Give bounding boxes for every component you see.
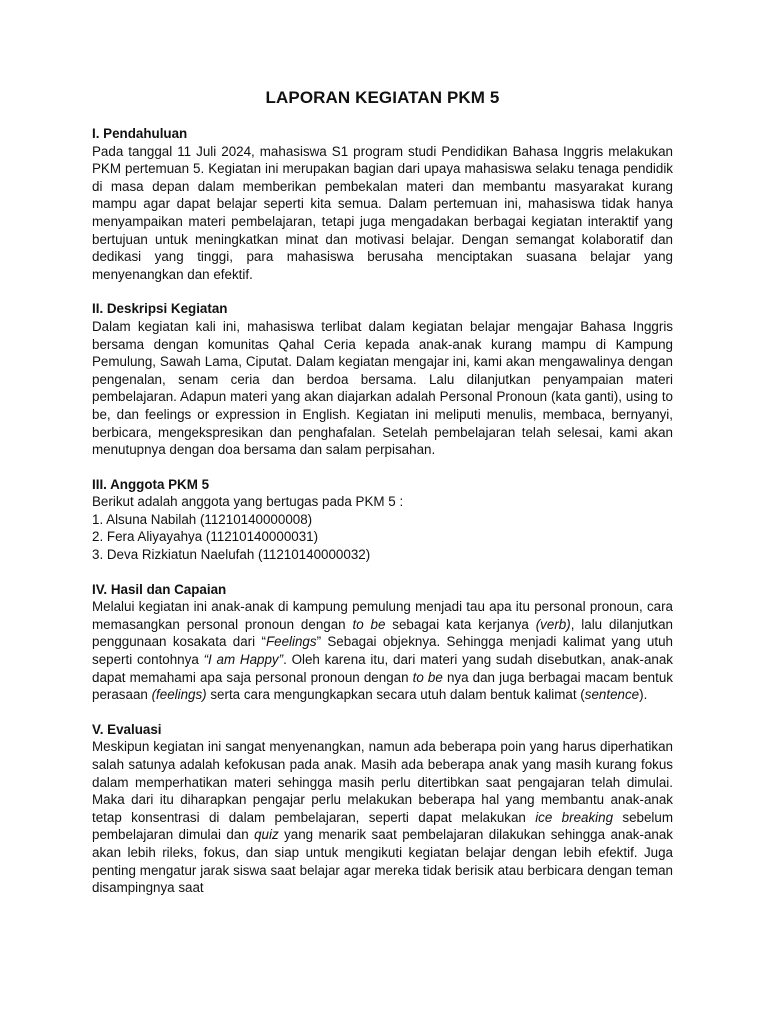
section-paragraph: Dalam kegiatan kali ini, mahasiswa terlibat dalam kegiatan belajar mengajar Bahasa Inggris bersama dengan komunitas Qahal Ceria kepada anak-anak kurang mampu di Kampung Pemulung, Sawah Lama, Ciputat. Dalam kegiatan mengajar ini, kami akan mengawalinya dengan pengenalan, senam ceria dan berdoa bersama. Lalu dilanjutkan penyampaian materi pembelajaran. Adapun materi yang akan diajarkan adalah Personal Pronoun (kata ganti), using to be, dan feelings or expression in English. Kegiatan ini meliputi menulis, membaca, bernyanyi, berbicara, mengekspresikan dan penghafalan. Setelah pembelajaran telah selesai, kami akan menutupnya dengan doa bersama dan salam perpisahan. — [92, 318, 673, 458]
section-anggota — [92, 476, 673, 564]
italic-term: sentence — [584, 687, 640, 703]
section-paragraph: Melalui kegiatan ini anak-anak di kampung pemulung menjadi tau apa itu personal pronoun, cara memasangkan personal pronoun dengan to be sebagai kata kerjanya (verb), lalu dilanjutkan penggunaan kosakata dari “Feelings” Sebagai objeknya. Sehingga menjadi kalimat yang utuh seperti contohnya “I am Happy”. Oleh karena itu, dari materi yang sudah disebutkan, anak-anak dapat memahami apa saja personal pronoun dengan to be nya dan juga berbagai macam bentuk perasaan (feelings) serta cara mengungkapkan secara utuh dalam bentuk kalimat (sentence). — [92, 599, 674, 703]
section-hasil-capaian — [92, 581, 673, 704]
section-paragraph: Pada tanggal 11 Juli 2024, mahasiswa S1 program studi Pendidikan Bahasa Inggris melakukan PKM pertemuan 5. Kegiatan ini merupakan bagian dari upaya mahasiswa selaku tenaga pendidik di masa depan dalam memberikan pembekalan materi dan membantu masyarakat kurang mampu agar dapat belajar seperti kita semua. Dalam pertemuan ini, mahasiswa tidak hanya menyampaikan materi pembelajaran, tetapi juga mengadakan berbagai kegiatan interaktif yang bertujuan untuk meningkatkan minat dan motivasi belajar. Dengan semangat kolaboratif dan dedikasi yang tinggi, para mahasiswa berusaha menciptakan suasana belajar yang menyenangkan dan efektif. — [92, 143, 673, 282]
section-heading: IV. Hasil dan Capaian — [92, 581, 227, 597]
italic-term: ice breaking — [535, 809, 614, 825]
section-deskripsi-kegiatan — [92, 300, 673, 458]
section-heading: II. Deskripsi Kegiatan — [92, 301, 228, 317]
section-evaluasi — [92, 721, 673, 897]
member-item: 1. Alsuna Nabilah (11210140000008) — [92, 511, 313, 527]
italic-term: Feelings — [265, 634, 317, 650]
member-item: 3. Deva Rizkiatun Naelufah (11210140000032) — [92, 547, 371, 563]
section-pendahuluan — [92, 125, 673, 283]
member-list — [92, 511, 673, 564]
section-paragraph: Meskipun kegiatan ini sangat menyenangkan, namun ada beberapa poin yang harus diperhatikan salah satunya adalah kefokusan pada anak. Masih ada beberapa anak yang masih kurang fokus dalam memperhatikan materi sehingga masih perlu ditertibkan saat pengajaran telah dimulai. Maka dari itu diharapkan pengajar perlu melakukan beberapa hal yang membantu anak-anak tetap konsentrasi di dalam pembelajaran, seperti dapat melakukan ice breaking sebelum pembelajaran dimulai dan quiz yang menarik saat pembelajaran dilakukan sehingga anak-anak akan lebih rileks, fokus, dan siap untuk mengikuti kegiatan belajar dengan lebih efektif. Juga penting mengatur jarak siswa saat belajar agar mereka tidak berisik atau berbicara dengan teman disampingnya saat — [92, 739, 673, 896]
italic-term: quiz — [254, 827, 279, 843]
document-title: LAPORAN KEGIATAN PKM 5 — [265, 88, 500, 107]
italic-term: to be — [412, 669, 443, 685]
italic-term: to be — [352, 616, 386, 632]
italic-term: (feelings) — [151, 687, 207, 703]
italic-term: (verb) — [535, 616, 571, 632]
section-heading: V. Evaluasi — [92, 721, 162, 737]
member-item: 2. Fera Aliyayahya (11210140000031) — [92, 529, 319, 545]
italic-term: “I am Happy” — [203, 652, 284, 668]
section-heading: III. Anggota PKM 5 — [92, 476, 210, 492]
members-intro: Berikut adalah anggota yang bertugas pada PKM 5 : — [92, 494, 404, 510]
section-heading: I. Pendahuluan — [92, 126, 188, 141]
document-page — [92, 88, 673, 914]
